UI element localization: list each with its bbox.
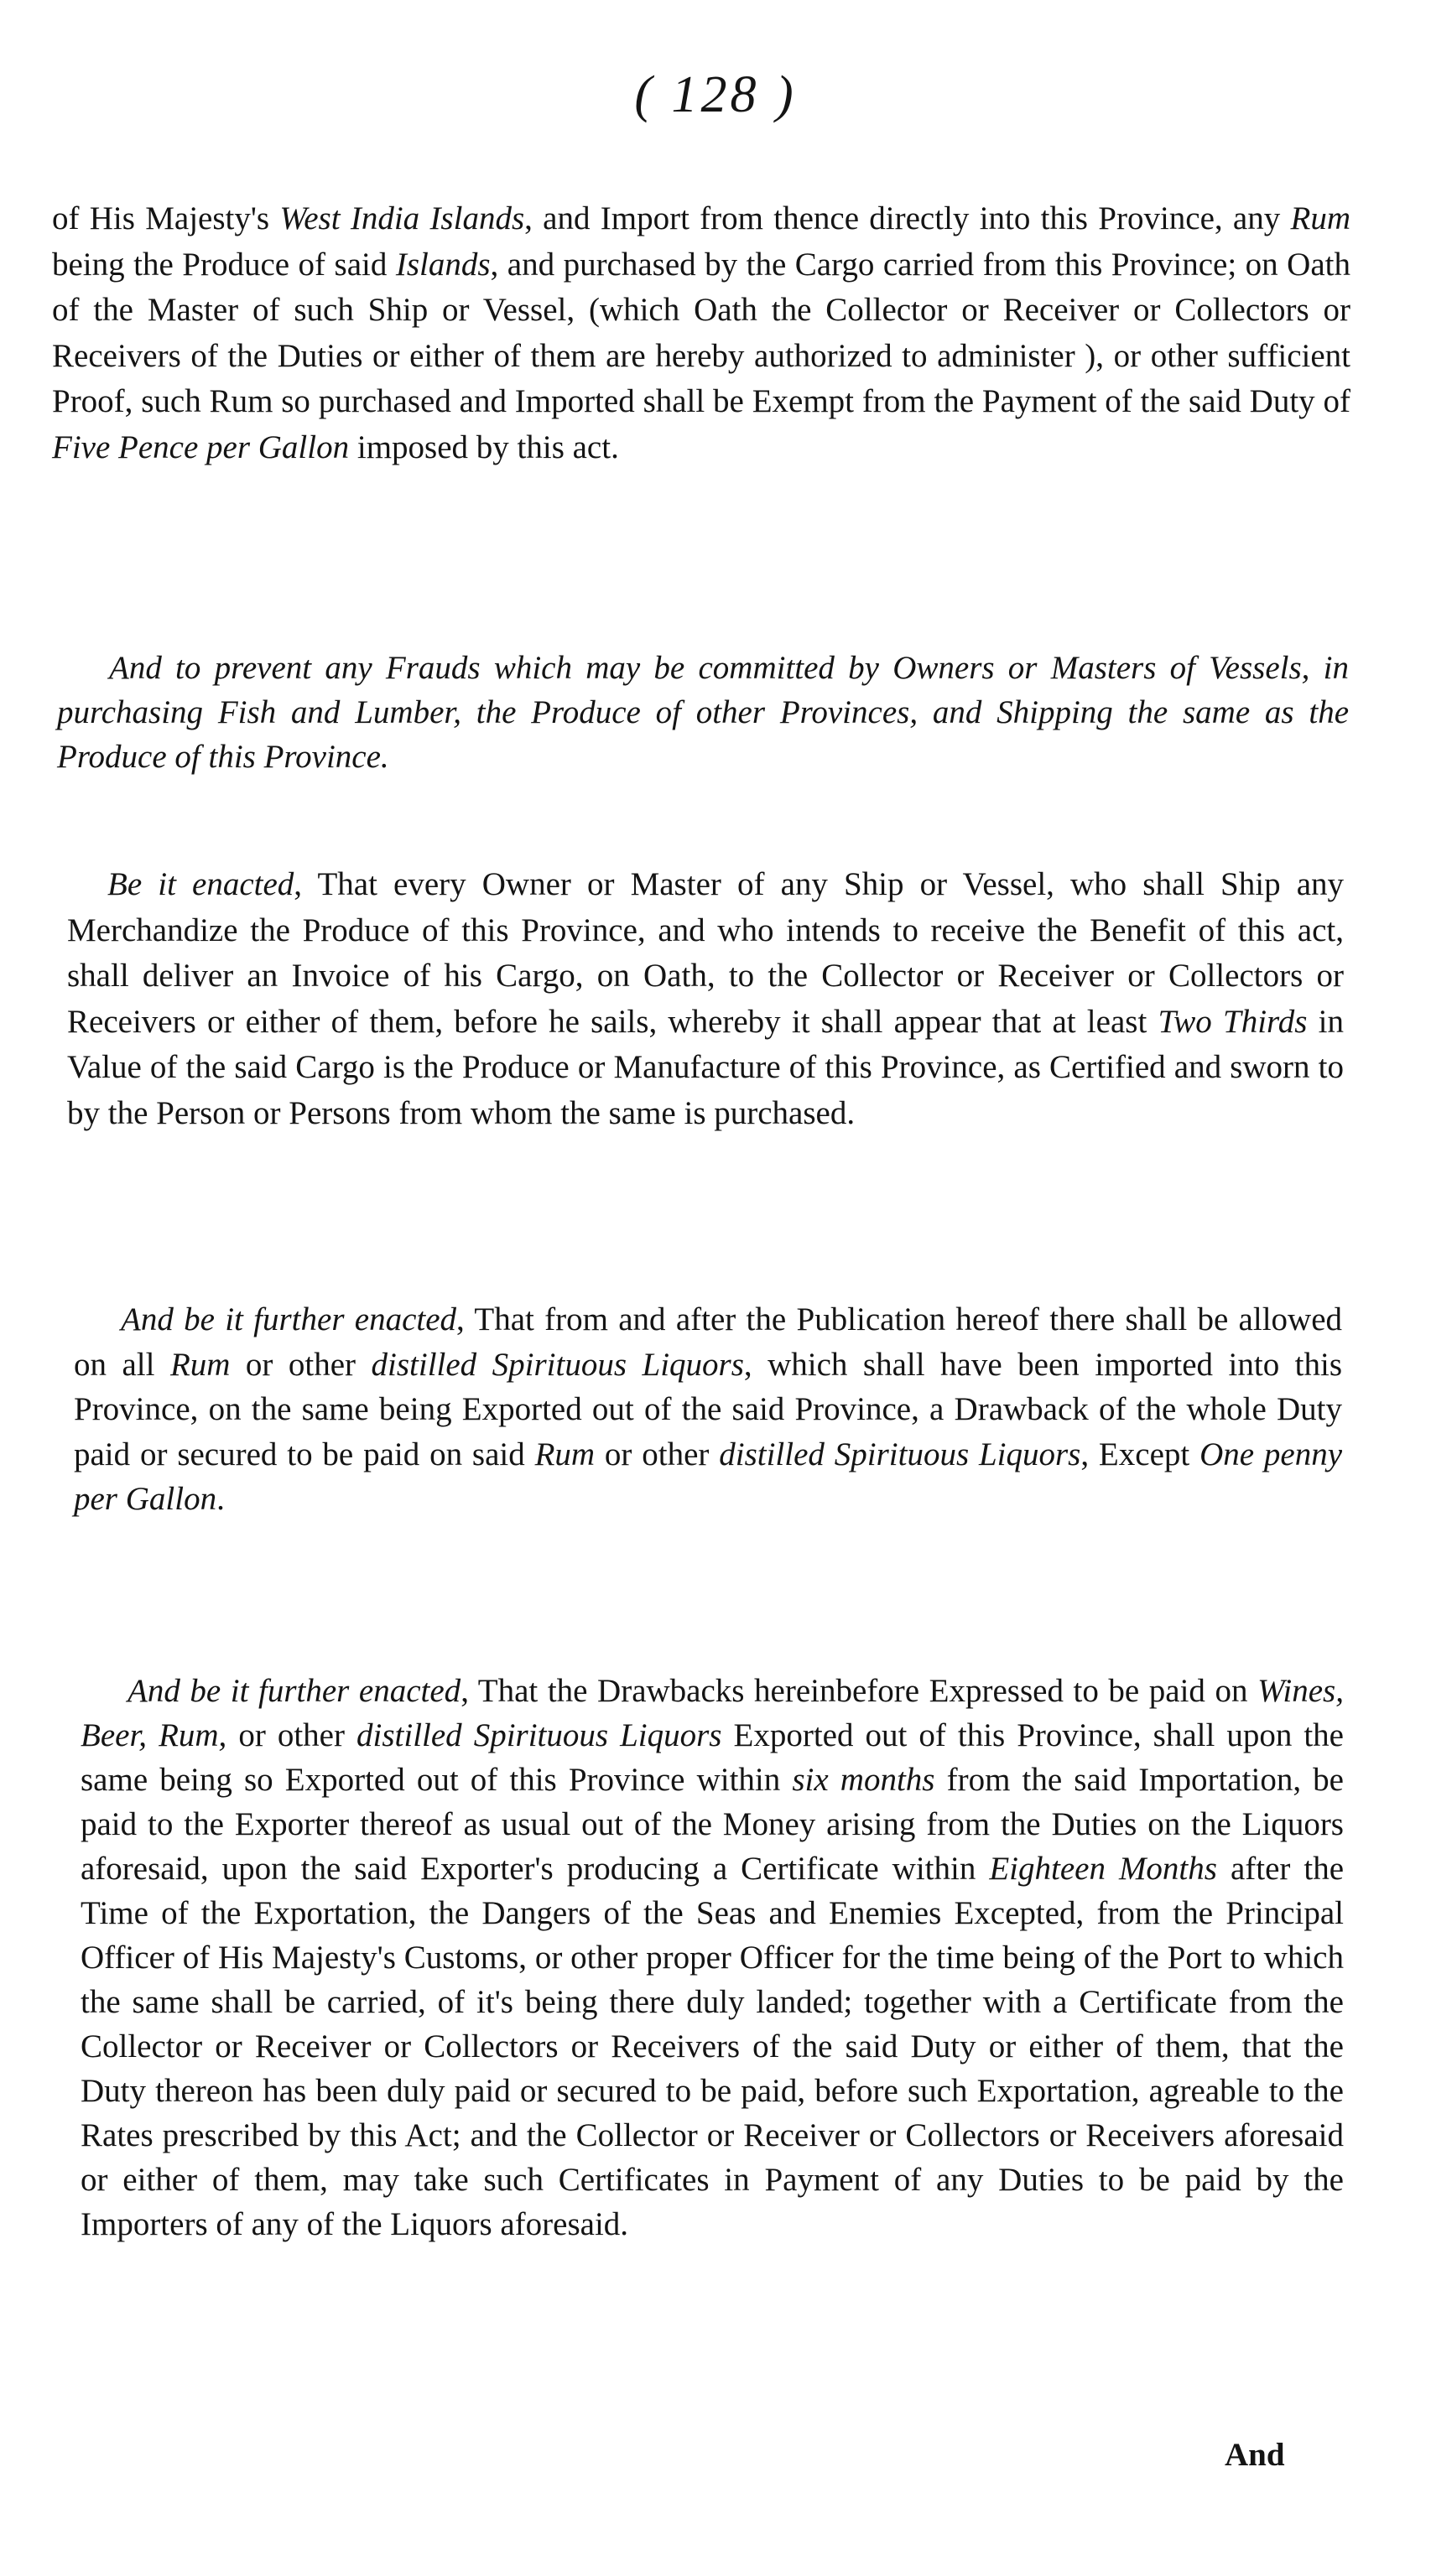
- text-run: from the said Importation, be paid to the Exporter thereof as usual out of the Money arising from the Duties on the Liquors aforesaid, upon the said Exporter's producing a Certificate within: [81, 1762, 1344, 1887]
- italic-run: One penny per Gallon: [74, 1436, 1342, 1517]
- enactment-lead: And be it further enacted: [121, 1301, 457, 1337]
- italic-run: Islands: [395, 246, 491, 283]
- text-run: , which shall have been imported into this Province, on the same being Exported out of the said Province, a Drawback of the whole Duty paid or secured to be paid on said: [74, 1346, 1343, 1472]
- italic-run: Five Pence per Gallon: [52, 428, 350, 465]
- italic-run: distilled Spirituous Liquors: [356, 1717, 722, 1753]
- text-run: , That the Drawbacks hereinbefore Expressed to be paid on: [461, 1673, 1258, 1709]
- text-run: or other: [230, 1346, 372, 1383]
- text-run: being the Produce of said: [52, 246, 396, 283]
- paragraph-preamble-frauds: And to prevent any Frauds which may be committed by Owners or Masters of Vessels, in purchasing Fish and Lumber, the Produce of other Provinces, and Shipping the same as the Produce of this Province.: [57, 650, 1349, 775]
- italic-run: six months: [792, 1762, 935, 1798]
- italic-run: Rum: [1290, 200, 1351, 236]
- page-number: ( 128 ): [634, 66, 797, 123]
- paragraph-rum-exemption: [52, 196, 1350, 470]
- text-run: , That from and after the Publication hereof there shall be allowed on all: [74, 1301, 1342, 1383]
- italic-run: Two Thirds: [1158, 1003, 1308, 1040]
- text-run: Exported out of this Province, shall upon the same being so Exported out of this Province within: [81, 1717, 1344, 1798]
- enactment-lead: And be it further enacted: [127, 1673, 461, 1709]
- text-run: or other: [595, 1436, 720, 1472]
- text-run: in Value of the said Cargo is the Produce or Manufacture of this Province, as Certified and sworn to by the Person or Persons from whom the same is purchased.: [67, 1003, 1344, 1131]
- enactment-lead: Be it enacted: [107, 866, 294, 902]
- text-run: , Except: [1080, 1436, 1200, 1472]
- text-run: , That every Owner or Master of any Ship or Vessel, who shall Ship any Merchandize the Produce of this Province, and who intends to receive the Benefit of this act, shall deliver an Invoice of his Cargo, on Oath, to the Collector or Receiver or Collectors or Receivers or either of them, before he sails, whereby it shall appear that at least: [67, 866, 1344, 1040]
- text-run: or other: [226, 1717, 357, 1753]
- text-run: , and purchased by the Cargo carried from this Province; on Oath of the Master of such Ship or Vessel, (which Oath the Collector or Receiver or Collectors or Receivers of the Duties or either of them are hereby authorized to administer ), or other sufficient Proof, such Rum so purchased and Imported shall be Exempt from the Payment of the said Duty of: [52, 246, 1350, 419]
- paragraph-drawback-payment-enactment: [81, 1669, 1344, 2246]
- text-run: , and Import from thence directly into this Province, any: [524, 200, 1291, 236]
- italic-run: distilled Spirituous Liquors: [371, 1346, 744, 1383]
- italic-run: Rum: [534, 1436, 596, 1472]
- text-run: after the Time of the Exportation, the Dangers of the Seas and Enemies Excepted, from the Principal Officer of His Majesty's Customs, or other proper Officer for the time being of the Port to which the same shall be carried, of it's being there duly landed; together with a Certificate from the Collector or Receiver or Collectors or Receivers of the said Duty or either of them, that the Duty thereon has been duly paid or secured to be paid, before such Exportation, agreable to the Rates prescribed by this Act; and the Collector or Receiver or Collectors or Receivers aforesaid or either of them, may take such Certificates in Payment of any Duties to be paid by the Importers of any of the Liquors aforesaid.: [81, 1851, 1345, 2242]
- paragraph-drawback-enactment: [74, 1297, 1342, 1522]
- italic-run: distilled Spirituous Liquors: [719, 1436, 1081, 1472]
- text-run: imposed by this act.: [349, 428, 619, 465]
- italic-run: West India Islands: [279, 200, 525, 236]
- catchword: And: [1225, 2437, 1285, 2473]
- text-run: of His Majesty's: [52, 200, 280, 236]
- paragraph-invoice-enactment: [67, 862, 1344, 1136]
- italic-run: Wines, Beer, Rum,: [81, 1673, 1344, 1753]
- text-run: .: [216, 1481, 225, 1517]
- italic-run: Rum: [169, 1346, 231, 1383]
- italic-run: Eighteen Months: [989, 1851, 1217, 1887]
